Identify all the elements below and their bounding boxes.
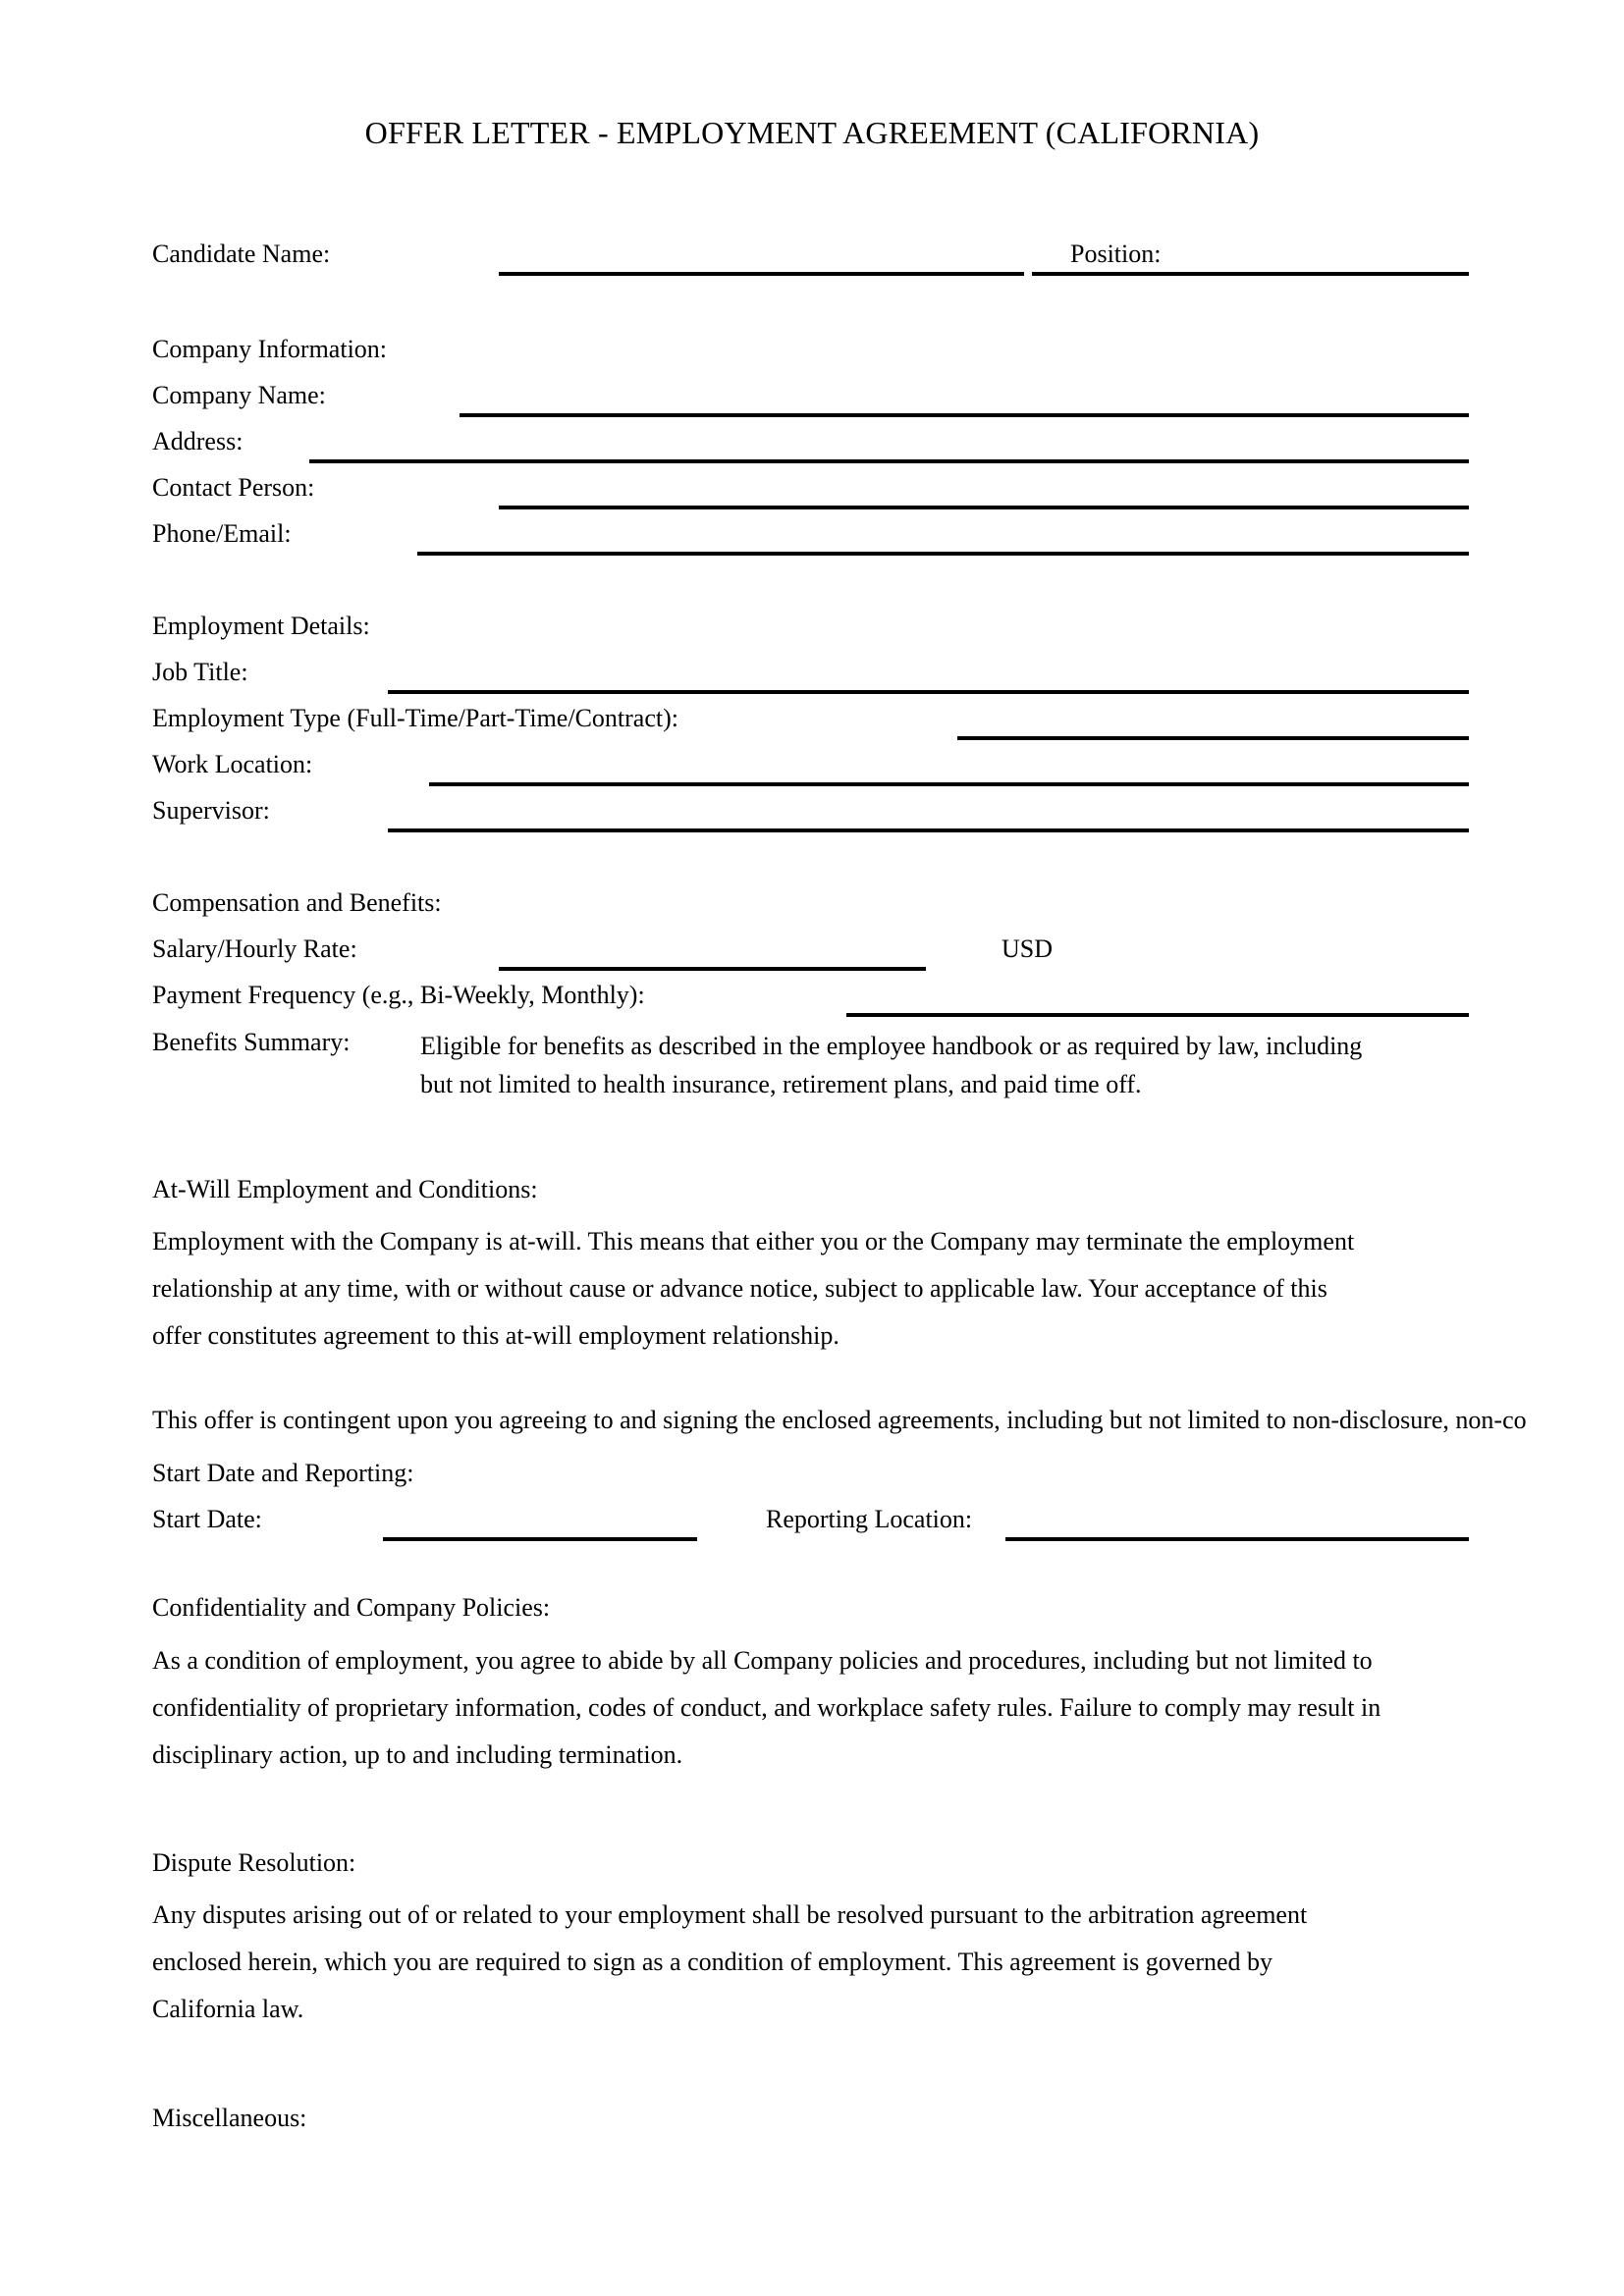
at-will-heading: At-Will Employment and Conditions: xyxy=(152,1175,538,1203)
confidentiality-paragraph-line-1: As a condition of employment, you agree to abide by all Company policies and procedures, including but not limited to xyxy=(152,1646,1373,1675)
benefits-summary-line-2: but not limited to health insurance, retirement plans, and paid time off. xyxy=(420,1070,1142,1098)
position-fill-line[interactable] xyxy=(1032,272,1469,276)
candidate-name-label: Candidate Name: xyxy=(152,240,331,268)
at-will-paragraph-line-1: Employment with the Company is at-will. This means that either you or the Company may terminate the employment xyxy=(152,1227,1355,1255)
phone-email-fill-line[interactable] xyxy=(417,552,1469,556)
employment-details-heading: Employment Details: xyxy=(152,612,370,640)
position-label: Position: xyxy=(1070,240,1162,268)
at-will-paragraph-line-2: relationship at any time, with or without cause or advance notice, subject to applicable law. Your acceptance of this xyxy=(152,1274,1327,1303)
start-date-label: Start Date: xyxy=(152,1505,262,1533)
supervisor-label: Supervisor: xyxy=(152,796,270,825)
job-title-fill-line[interactable] xyxy=(388,690,1469,694)
phone-email-label: Phone/Email: xyxy=(152,519,292,548)
address-fill-line[interactable] xyxy=(309,459,1469,463)
page-title: OFFER LETTER - EMPLOYMENT AGREEMENT (CALIFORNIA) xyxy=(364,115,1260,150)
salary-hourly-rate-label: Salary/Hourly Rate: xyxy=(152,934,357,963)
start-date-fill-line[interactable] xyxy=(383,1537,697,1541)
reporting-location-label: Reporting Location: xyxy=(766,1505,973,1533)
salary-hourly-rate-fill-line[interactable] xyxy=(499,967,926,971)
payment-frequency-label: Payment Frequency (e.g., Bi-Weekly, Monthly): xyxy=(152,981,645,1009)
dispute-resolution-heading: Dispute Resolution: xyxy=(152,1848,356,1877)
benefits-summary-label: Benefits Summary: xyxy=(152,1028,351,1056)
company-name-fill-line[interactable] xyxy=(460,413,1469,417)
confidentiality-heading: Confidentiality and Company Policies: xyxy=(152,1593,551,1622)
confidentiality-paragraph-line-2: confidentiality of proprietary information, codes of conduct, and workplace safety rules. Failure to comply may result in xyxy=(152,1693,1381,1722)
employment-type-label: Employment Type (Full-Time/Part-Time/Contract): xyxy=(152,704,678,732)
work-location-fill-line[interactable] xyxy=(429,782,1469,786)
work-location-label: Work Location: xyxy=(152,750,313,778)
reporting-location-fill-line[interactable] xyxy=(1005,1537,1469,1541)
contact-person-label: Contact Person: xyxy=(152,473,315,502)
start-date-reporting-heading: Start Date and Reporting: xyxy=(152,1459,414,1487)
dispute-resolution-paragraph-line-1: Any disputes arising out of or related to your employment shall be resolved pursuant to the arbitration agreement xyxy=(152,1900,1308,1929)
benefits-summary-line-1: Eligible for benefits as described in the employee handbook or as required by law, including xyxy=(420,1032,1363,1060)
candidate-name-fill-line[interactable] xyxy=(499,272,1024,276)
company-information-heading: Company Information: xyxy=(152,335,388,363)
confidentiality-paragraph-line-3: disciplinary action, up to and including termination. xyxy=(152,1740,683,1769)
at-will-paragraph-line-3: offer constitutes agreement to this at-will employment relationship. xyxy=(152,1321,839,1350)
contingent-offer-line: This offer is contingent upon you agreeing to and signing the enclosed agreements, including but not limited to non-disclosure, non-co xyxy=(152,1406,1527,1434)
supervisor-fill-line[interactable] xyxy=(388,828,1469,832)
company-name-label: Company Name: xyxy=(152,381,326,409)
currency-label: USD xyxy=(1001,934,1054,963)
address-label: Address: xyxy=(152,427,244,455)
employment-type-fill-line[interactable] xyxy=(957,736,1469,740)
dispute-resolution-paragraph-line-2: enclosed herein, which you are required to sign as a condition of employment. This agreement is governed by xyxy=(152,1948,1273,1976)
contact-person-fill-line[interactable] xyxy=(499,506,1469,509)
job-title-label: Job Title: xyxy=(152,658,248,686)
compensation-benefits-heading: Compensation and Benefits: xyxy=(152,888,442,917)
payment-frequency-fill-line[interactable] xyxy=(846,1013,1469,1017)
miscellaneous-heading: Miscellaneous: xyxy=(152,2104,307,2132)
dispute-resolution-paragraph-line-3: California law. xyxy=(152,1995,304,2023)
